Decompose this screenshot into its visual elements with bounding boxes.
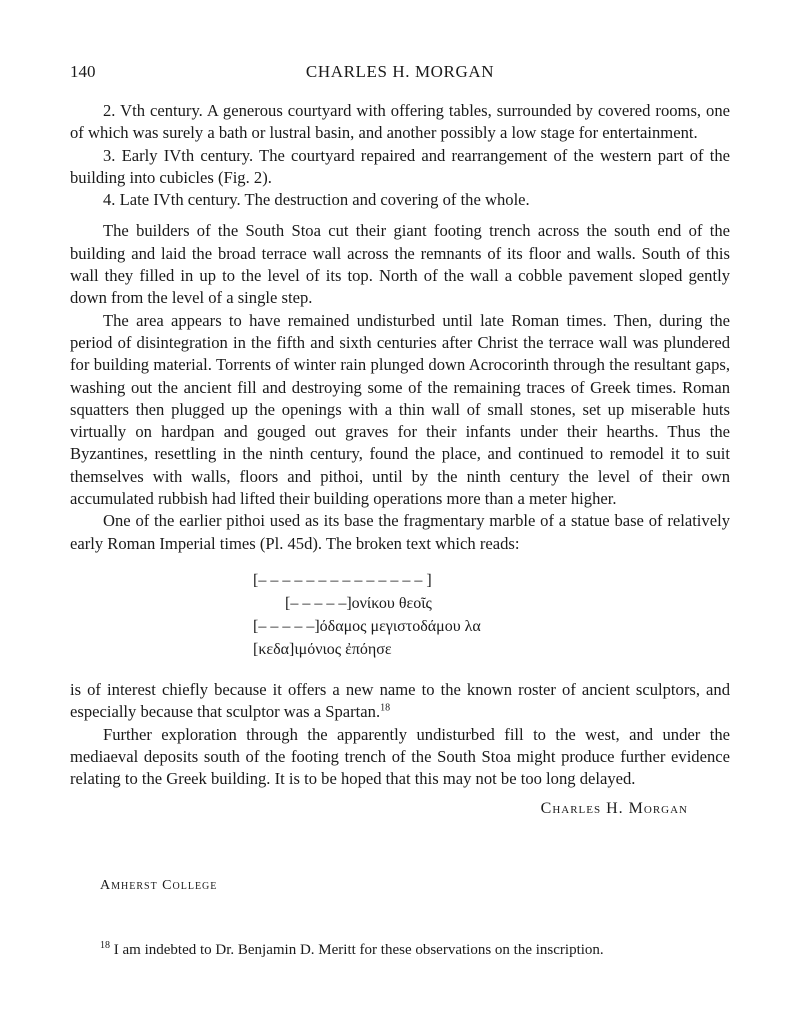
paragraph-sculptor (70, 679, 730, 724)
author-signature: Charles H. Morgan (540, 800, 688, 818)
footnote-number: 18 (100, 940, 110, 951)
article-body (70, 100, 730, 821)
paragraph-sculptor-text: is of interest chiefly because it offers a new name to the known roster of ancient sculptors, and especially because that sculptor was a Spartan. (70, 679, 730, 722)
inscription-line-2: [– – – – –]ονίκου θεοῖς (285, 594, 432, 612)
author-affiliation: Amherst College (100, 878, 218, 893)
page-number: 140 (70, 62, 96, 81)
footnote-reference: 18 (380, 702, 391, 714)
paragraph-south-stoa: The builders of the South Stoa cut their giant footing trench across the south end of the building and laid the broad terrace wall across the remnants of its floor and walls. South of this wall they filled in up to the level of its top. North of the wall a cobble pavement sloped gently down from the level of a single step. (70, 221, 730, 308)
paragraph-phase-3: 3. Early IVth century. The courtyard repaired and rearrangement of the western part of the building into cubicles (Fig. 2). (70, 145, 730, 187)
inscription-line-3: [– – – – –]όδαμος μεγιστοδάμου λα (253, 617, 481, 635)
paragraph-statue-base: One of the earlier pithoi used as its base the fragmentary marble of a statue base of relatively early Roman Imperial times (Pl. 45d). The broken text which reads: (70, 511, 730, 553)
inscription-line-4: [κεδα]ιμόνιος ἐπόησε (253, 640, 392, 658)
footnote (100, 940, 720, 960)
paragraph-roman-times: The area appears to have remained undisturbed until late Roman times. Then, during the period of disintegration in the fifth and sixth centuries after Christ the terrace wall was plundered for building material. Torrents of winter rain plunged down Acrocorinth through the resultant gaps, washing out the ancient fill and destroying some of the remaining traces of Greek times. Roman squatters then plugged up the openings with a thin wall of small stones, set up miserable huts virtually on hardpan and gouged out graves for their infants under their hearths. Thus the Byzantines, resettling in the ninth century, found the place, and continued to remodel it to suit themselves with walls, floors and pithoi, until by the ninth century the level of their own accumulated rubbish had lifted their building operations more than a meter higher. (70, 310, 730, 509)
paragraph-further-exploration: Further exploration through the apparently undisturbed fill to the west, and under the mediaeval deposits south of the footing trench of the South Stoa might produce further evidence relating to the Greek building. It is to be hoped that this may not be too long delayed. (70, 724, 730, 789)
paragraph-phase-4: 4. Late IVth century. The destruction and covering of the whole. (103, 190, 530, 210)
paragraph-phase-2: 2. Vth century. A generous courtyard with offering tables, surrounded by covered rooms, one of which was surely a bath or lustral basin, and another possibly a low stage for entertainment. (70, 101, 730, 143)
greek-inscription (253, 569, 730, 661)
page-header (70, 62, 730, 86)
inscription-line-1: [– – – – – – – – – – – – – – ] (253, 571, 432, 589)
footnote-text: I am indebted to Dr. Benjamin D. Meritt for these observations on the inscription. (113, 942, 604, 958)
running-head: CHARLES H. MORGAN (305, 62, 495, 81)
